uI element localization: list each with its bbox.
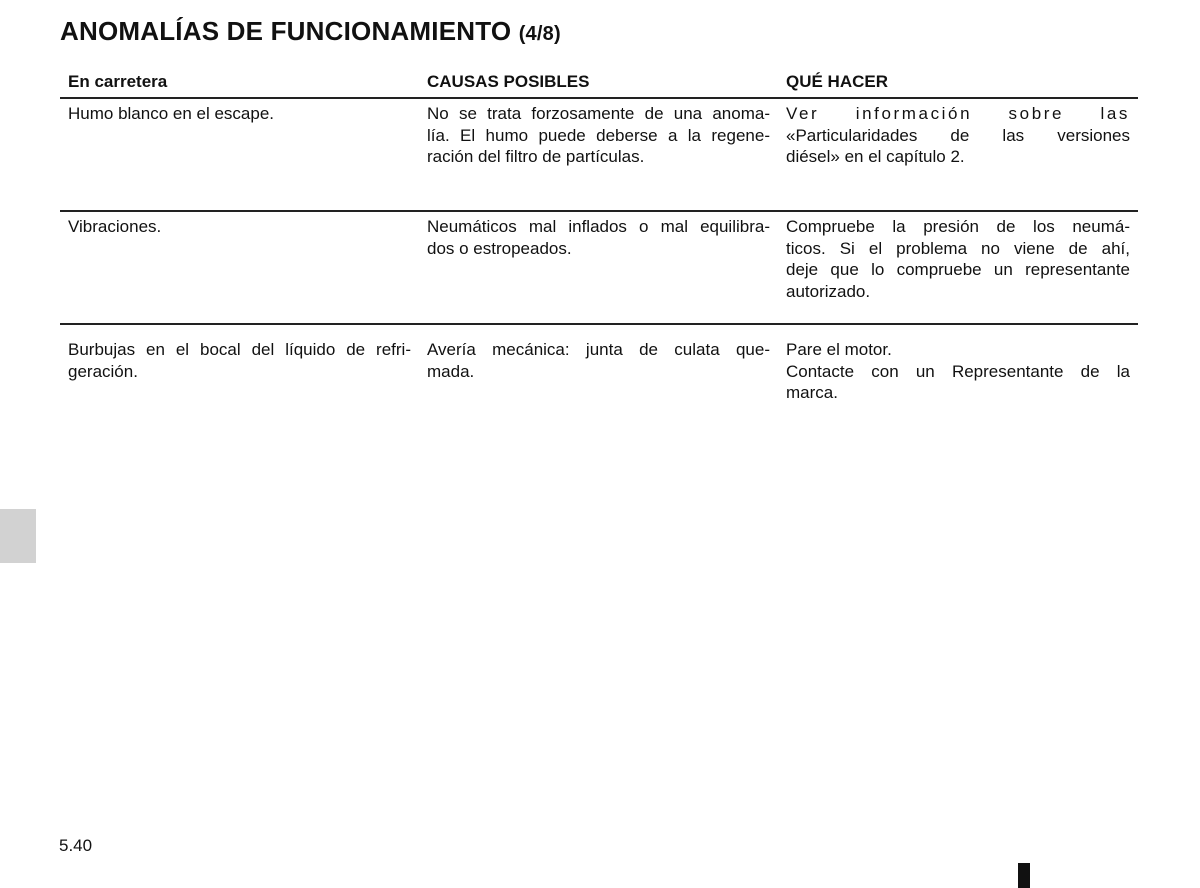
table-row [60, 325, 1138, 425]
text-line: ración del filtro de partículas. [427, 147, 645, 166]
action-cell [778, 99, 1138, 210]
action-cell [778, 325, 1138, 425]
text-line: Humo blanco en el escape. [68, 104, 275, 123]
text-line: lía. El humo puede deberse a la regene- [427, 125, 770, 145]
cause-cell [419, 325, 778, 425]
column-header-symptom: En carretera [68, 72, 168, 91]
text-line: «Particularidades de las versiones [786, 125, 1130, 145]
text-line: Ver información sobre las [786, 104, 1130, 123]
text-line: Pare el motor. [786, 340, 892, 359]
text-line: Vibraciones. [68, 217, 162, 236]
symptom-cell [60, 325, 419, 425]
text-line: Avería mecánica: junta de culata que- [427, 340, 770, 359]
page-title-part: (4/8) [518, 23, 561, 45]
action-cell [778, 212, 1138, 323]
text-line: Neumáticos mal inflados o mal equilibra- [427, 217, 770, 236]
text-line: deje que lo compruebe un representante [786, 260, 1130, 279]
text-line: No se trata forzosamente de una anoma- [427, 104, 770, 123]
page-number: 5.40 [59, 836, 93, 855]
table-header-row [60, 67, 1138, 99]
table-row [60, 212, 1138, 325]
troubleshooting-table [60, 67, 1138, 425]
text-line: diésel» en el capítulo 2. [786, 147, 965, 166]
symptom-cell [60, 99, 419, 210]
cause-cell [419, 212, 778, 323]
text-line: marca. [786, 383, 838, 402]
column-header-actions: QUÉ HACER [786, 72, 889, 91]
symptom-cell [60, 212, 419, 323]
cause-cell [419, 99, 778, 210]
page-edge-mark [1018, 863, 1030, 888]
text-line: ticos. Si el problema no viene de ahí, [786, 238, 1130, 258]
text-line: autorizado. [786, 281, 871, 301]
chapter-tab-marker [0, 509, 36, 563]
column-header-causes: CAUSAS POSIBLES [427, 72, 590, 91]
table-row [60, 99, 1138, 212]
text-line: Burbujas en el bocal del líquido de refri- [68, 340, 411, 359]
page-title-main: ANOMALÍAS DE FUNCIONAMIENTO [60, 16, 512, 46]
page-title [60, 16, 561, 47]
text-line: geración. [68, 361, 138, 381]
text-line: Compruebe la presión de los neumá- [786, 217, 1130, 236]
text-line: Contacte con un Representante de la [786, 361, 1130, 381]
text-line: mada. [427, 361, 475, 381]
text-line: dos o estropeados. [427, 238, 572, 258]
